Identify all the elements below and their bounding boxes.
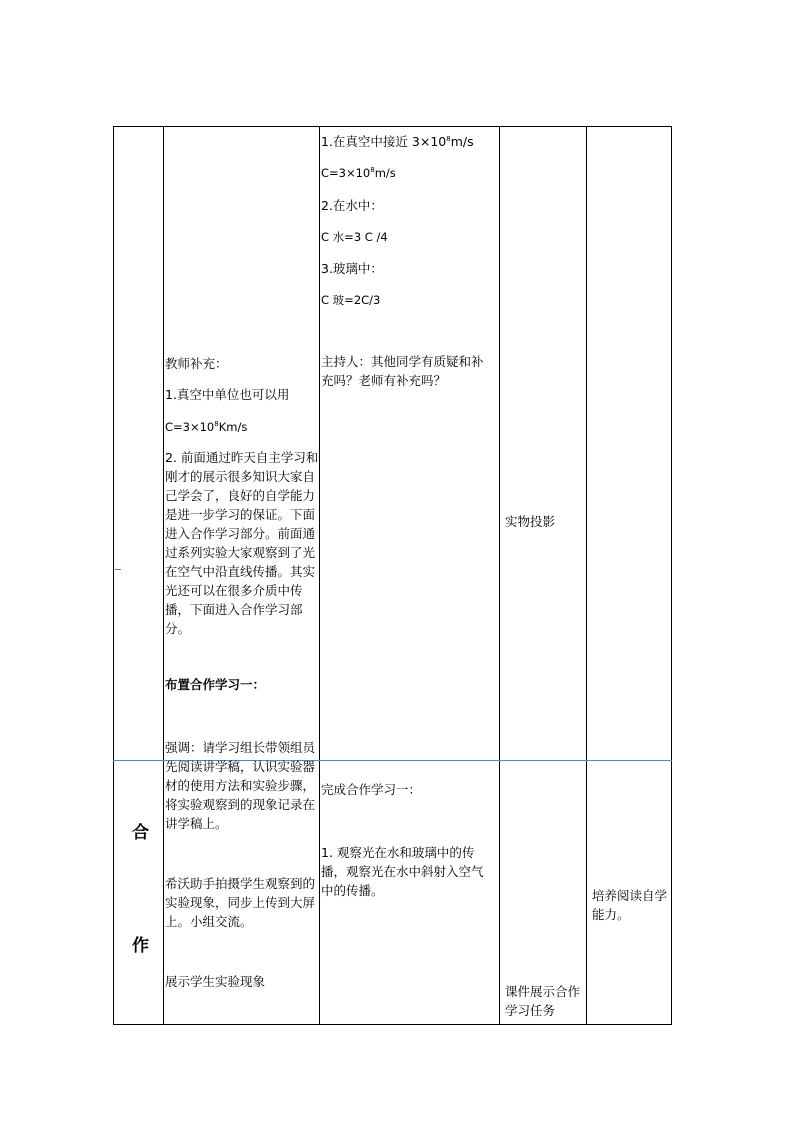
show-results: 展示学生实验现象: [165, 974, 266, 989]
assign-task: 布置合作学习一：: [165, 677, 266, 692]
water-speed-formula: C 水=3 C /4: [321, 230, 388, 244]
column-divider: [499, 126, 500, 1025]
in-glass-heading: 3.玻璃中：: [321, 261, 383, 276]
speed-formula: $C=3\times 10^8m/s$: [321, 166, 396, 180]
emphasis-note: 强调：请学习组长带领组员先阅读讲学稿，认识实验器材的使用方法和实验步骤，将实验观察到的现象记录在讲学稿上。: [165, 740, 316, 831]
teacher-supplement: 教师补充：: [165, 356, 228, 371]
projection-label: 实物投影: [505, 514, 556, 529]
section-label-char: 合: [132, 823, 149, 843]
observe-instruction: 1. 观察光在水和玻璃中的传播，观察光在水中斜射入空气中的传播。: [321, 845, 484, 898]
complete-task: 完成合作学习一：: [321, 782, 422, 797]
column-divider: [163, 126, 164, 1025]
host-question: 主持人：其他同学有质疑和补充吗？老师有补充吗？: [321, 354, 484, 388]
assistant-note: 希沃助手拍摄学生观察到的实验现象，同步上传到大屏上。小组交流。: [165, 876, 316, 929]
supplement-point-1: 1.真空中单位也可以用: [165, 387, 290, 402]
courseware-label: 课件展示合作学习任务: [505, 984, 581, 1018]
km-formula: $C=3\times 10^8Km/s$: [165, 420, 248, 434]
section-label-char: 作: [132, 936, 149, 956]
column-divider: [586, 126, 587, 1025]
glass-speed-formula: C 玻=2C/3: [321, 293, 381, 307]
supplement-point-2: 2. 前面通过昨天自主学习和刚才的展示很多知识大家自己学会了，良好的自学能力是进一步学习的保证。下面进入合作学习部分。前面通过系列实验大家观察到了光在空气中沿直线传播。其实光还可以在很多介质中传播，下面进入合作学习部分。: [165, 450, 319, 636]
in-water-heading: 2.在水中：: [321, 198, 383, 213]
speed-in-vacuum: 1.在真空中接近 $3\times 10^8m/s$: [321, 134, 474, 149]
margin-mark: [115, 569, 121, 570]
learning-goal: 培养阅读自学能力。: [592, 888, 668, 922]
